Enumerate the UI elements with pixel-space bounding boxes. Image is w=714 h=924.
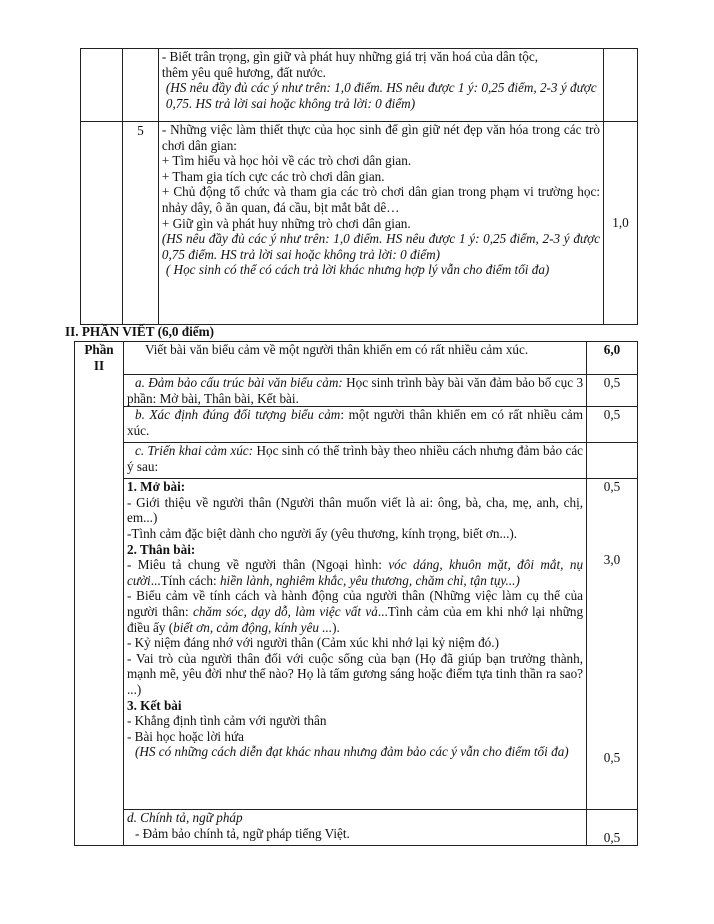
score-cell: 6,0: [587, 342, 638, 375]
list-item: - Bài học hoặc lời hứa: [126, 728, 244, 744]
than-bai-score: 3,0: [603, 552, 621, 568]
criterion-text: : một người thân khiến em có rất nhiều cảm xúc.: [126, 407, 584, 438]
criterion-a: [123, 375, 586, 407]
part1-table: [80, 48, 638, 325]
ket-bai-score: 0,5: [603, 750, 621, 766]
text-line: - Biết trân trọng, gìn giữ và phát huy những giá trị văn hoá của dân tộc,: [161, 49, 538, 64]
score-cell: [604, 49, 638, 122]
content-cell: [158, 49, 603, 122]
mo-bai-title: 1. Mở bài:: [126, 479, 186, 495]
table-row: [81, 122, 638, 325]
list-item: - Giới thiệu về người thân (Người thân muốn viết là ai: ông, bà, cha, mẹ, anh, chị, em...): [126, 494, 584, 526]
list-item: - Kỷ niệm đáng nhớ với người thân (Cảm xúc khi nhớ lại kỷ niệm đó.): [126, 635, 499, 651]
criterion-d: [123, 810, 586, 846]
text-run-italic: hiền lành, nghiêm khắc, yêu thương, chăm chỉ, tận tụy...): [219, 572, 520, 588]
score-cell: [587, 443, 638, 479]
scoring-note: (HS nêu đầy đủ các ý như trên: 1,0 điểm. HS nêu được 1 ý: 0,25 điểm, 2-3 ý được 0,75. HS trả lời sai hoặc không trả lời: 0 điểm): [165, 80, 597, 111]
empty-cell: [81, 49, 123, 122]
list-item: + Giữ gìn và phát huy những trò chơi dân gian.: [161, 215, 411, 231]
criterion-c-detail: [123, 479, 586, 810]
score-cell: [587, 479, 638, 810]
than-bai-title: 2. Thân bài:: [126, 541, 196, 557]
part-label: Phần: [84, 342, 114, 357]
criterion-text: - Đảm bảo chính tả, ngữ pháp tiếng Việt.: [134, 825, 350, 841]
list-item: - Vai trò của người thân đối với cuộc sống của bạn (Họ đã giúp bạn trưởng thành, mạnh mẽ, yêu đời như thế nào? Họ là tấm gương sáng hoặc điểm tựa tinh thần ra sao? ...): [126, 650, 584, 697]
criterion-label: c. Triển khai cảm xúc:: [134, 443, 254, 459]
criterion-label: a. Đảm bảo cấu trúc bài văn biểu cảm:: [134, 375, 343, 390]
list-item: + Tham gia tích cực các trò chơi dân gian.: [161, 168, 385, 184]
question-intro: - Những việc làm thiết thực của học sinh để gìn giữ nét đẹp văn hóa trong các trò chơi dân gian:: [161, 122, 600, 153]
table-row: [81, 49, 638, 122]
empty-cell: [122, 49, 158, 122]
text-run-italic: vóc dáng, khuôn mặt, đôi mắt, nụ cười: [126, 557, 584, 588]
score-cell: 1,0: [604, 122, 638, 325]
score-cell: 0,5: [587, 407, 638, 443]
criterion-text: Học sinh trình bày bài văn đảm bảo bố cục 3 phần: Mở bài, Thân bài, Kết bài.: [126, 375, 584, 406]
criterion-label: b. Xác định đúng đối tượng biểu cảm: [134, 407, 341, 423]
table-row: [75, 375, 638, 407]
table-row: [75, 479, 638, 810]
part-label-number: II: [93, 357, 105, 373]
text-run: - Biểu cảm về tính cách và hành động của người thân (Những việc làm cụ thể của người thân:: [126, 588, 584, 619]
table-row: [75, 810, 638, 846]
section-heading: II. PHẦN VIẾT (6,0 điểm): [65, 324, 214, 339]
part2-table: [74, 341, 638, 846]
score-cell: 0,5: [587, 810, 638, 846]
list-item: [127, 557, 583, 588]
list-item: - Khẳng định tình cảm với người thân: [126, 713, 327, 729]
scoring-note: (HS nêu đầy đủ các ý như trên: 1,0 điểm. HS nêu được 1 ý: 0,25 điểm, 2-3 ý được 0,75 điểm. HS trả lời sai hoặc không trả lời: 0 điểm): [161, 231, 600, 262]
text-run-italic: biết ơn, cảm động, kính yêu ...: [173, 619, 333, 635]
criterion-label: d. Chính tả, ngữ pháp: [126, 810, 243, 826]
scoring-note: (HS có những cách diễn đạt khác nhau nhưng đảm bảo các ý vẫn cho điểm tối đa): [134, 744, 569, 760]
text-run-italic: chăm sóc, dạy dỗ, làm việc vất vả: [192, 603, 378, 619]
task-prompt: Viết bài văn biểu cảm về một người thân khiến em có rất nhiều cảm xúc.: [123, 342, 586, 375]
text-run: ).: [332, 619, 340, 635]
criterion-text: Học sinh có thể trình bày theo nhiều cách nhưng đảm bảo các ý sau:: [126, 443, 584, 474]
text-line: thêm yêu quê hương, đất nước.: [161, 64, 326, 80]
text-run: ...Tính cách:: [150, 572, 220, 588]
table-row: [75, 443, 638, 479]
content-cell: [158, 122, 603, 325]
score-cell: 0,5: [587, 375, 638, 407]
part-label-cell: [75, 342, 124, 846]
criterion-b: [123, 407, 586, 443]
criterion-c: [123, 443, 586, 479]
scoring-note-alt: ( Học sinh có thể có cách trả lời khác nhưng hợp lý vẫn cho điểm tối đa): [165, 262, 550, 278]
empty-cell: [81, 122, 123, 325]
text-run: - Miêu tả chung về người thân (Ngoại hình:: [126, 557, 389, 573]
table-row: [75, 342, 638, 375]
mo-bai-score: 0,5: [603, 479, 621, 495]
table-row: [75, 407, 638, 443]
list-item: [127, 588, 583, 635]
list-item: + Chủ động tổ chức và tham gia các trò chơi dân gian trong phạm vi trường học: nhảy dây, ô ăn quan, đá cầu, bịt mắt bắt dê…: [161, 184, 600, 215]
text-run: ...Tình cảm của em khi nhớ lại những điều ấy (: [126, 603, 584, 635]
list-item: + Tìm hiểu và học hỏi về các trò chơi dân gian.: [161, 153, 412, 169]
list-item: -Tình cảm đặc biệt dành cho người ấy (yêu thương, kính trọng, biết ơn...).: [126, 525, 518, 541]
ket-bai-title: 3. Kết bài: [126, 697, 182, 713]
question-number: 5: [122, 122, 158, 325]
